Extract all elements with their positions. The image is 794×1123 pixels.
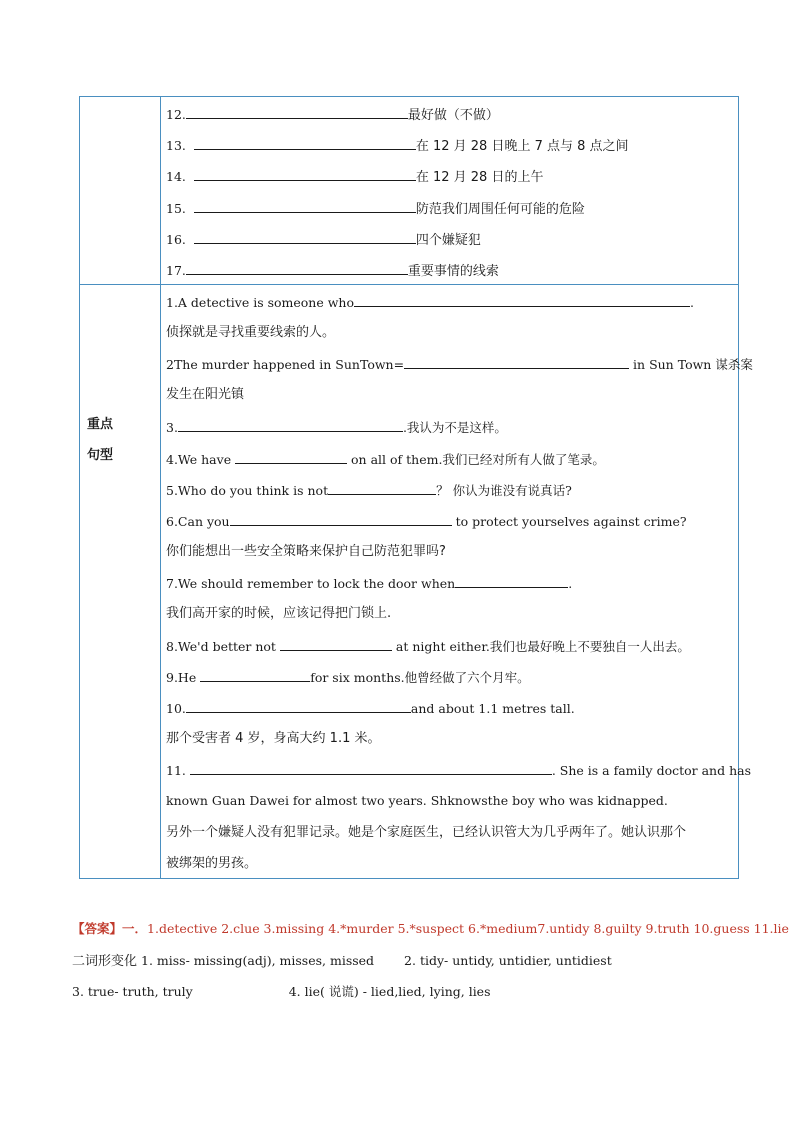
answers-line-1: 【答案】一．1.detective 2.clue 3.missing 4.*murder 5.*suspect 6.*medium7.untidy 8.guilty 9.truth 10.guess 11.lie — [72, 921, 789, 936]
vocab-item-12: 12. 最好做（不做） — [166, 107, 499, 123]
vocab-item-17: 17. 重要事情的线索 — [166, 263, 499, 279]
blank[interactable] — [186, 106, 408, 119]
sentence-7: 7.We should remember to lock the door when . — [166, 576, 573, 591]
sentence-11-cont: known Guan Dawei for almost two years. Shknowsthe boy who was kidnapped. — [166, 793, 668, 808]
blank[interactable] — [280, 638, 392, 651]
blank[interactable] — [235, 451, 347, 464]
vocab-item-16: 16. 四个嫌疑犯 — [166, 232, 481, 248]
sentence-2-cn: 发生在阳光镇 — [166, 387, 245, 402]
vocab-item-14: 14. 在 12 月 28 日的上午 — [166, 169, 544, 185]
blank[interactable] — [186, 262, 408, 275]
sentence-11-cn-1: 另外一个嫌疑人没有犯罪记录。她是个家庭医生，已经认识管大为几乎两年了。她认识那个 — [166, 825, 687, 840]
sentence-8: 8.We'd better not at night either.我们也最好晚上不要独自一人出去。 — [166, 639, 690, 654]
sentence-1: 1.A detective is someone who . — [166, 295, 694, 310]
blank[interactable] — [178, 419, 403, 432]
sentence-1-cn: 侦探就是寻找重要线索的人。 — [166, 325, 336, 340]
blank[interactable] — [194, 200, 416, 213]
blank[interactable] — [194, 137, 416, 150]
blank[interactable] — [455, 575, 568, 588]
sentence-11: 11. . She is a family doctor and has — [166, 763, 751, 778]
sentence-10-cn: 那个受害者 4 岁，身高大约 1.1 米。 — [166, 731, 381, 746]
blank[interactable] — [328, 482, 436, 495]
sentence-10: 10. and about 1.1 metres tall. — [166, 701, 575, 716]
sentence-5: 5.Who do you think is not ？ 你认为谁没有说真话? — [166, 483, 572, 498]
blank[interactable] — [190, 762, 552, 775]
sentence-6: 6.Can you to protect yourselves against crime? — [166, 514, 687, 529]
sentence-11-cn-2: 被绑架的男孩。 — [166, 856, 258, 871]
blank[interactable] — [404, 356, 629, 369]
blank[interactable] — [230, 513, 452, 526]
blank[interactable] — [194, 231, 416, 244]
sentence-6-cn: 你们能想出一些安全策略来保护自己防范犯罪吗? — [166, 544, 446, 559]
blank[interactable] — [194, 168, 416, 181]
sentence-2: 2The murder happened in SunTown= in Sun Town 谋杀案 — [166, 357, 753, 372]
row-label-key-sentences: 重点 句型 — [87, 417, 114, 463]
sentence-4: 4.We have on all of them.我们已经对所有人做了笔录。 — [166, 452, 605, 467]
sentence-7-cn: 我们高开家的时候，应该记得把门锁上. — [166, 606, 392, 621]
sentence-9: 9.He for six months.他曾经做了六个月牢。 — [166, 670, 530, 685]
answers-line-2: 二词形变化 1. miss- missing(adj), misses, missed 2. tidy- untidy, untidier, untidiest — [72, 953, 612, 969]
sentence-3: 3. .我认为不是这样。 — [166, 420, 507, 435]
blank[interactable] — [186, 700, 411, 713]
row-divider — [80, 284, 738, 285]
blank[interactable] — [200, 669, 310, 682]
answers-line-3: 3. true- truth, truly 4. lie( 说谎) - lied,lied, lying, lies — [72, 984, 491, 999]
vocab-item-13: 13. 在 12 月 28 日晚上 7 点与 8 点之间 — [166, 138, 629, 154]
vocab-item-15: 15. 防范我们周围任何可能的危险 — [166, 201, 585, 217]
blank[interactable] — [354, 294, 690, 307]
column-divider — [160, 97, 161, 878]
